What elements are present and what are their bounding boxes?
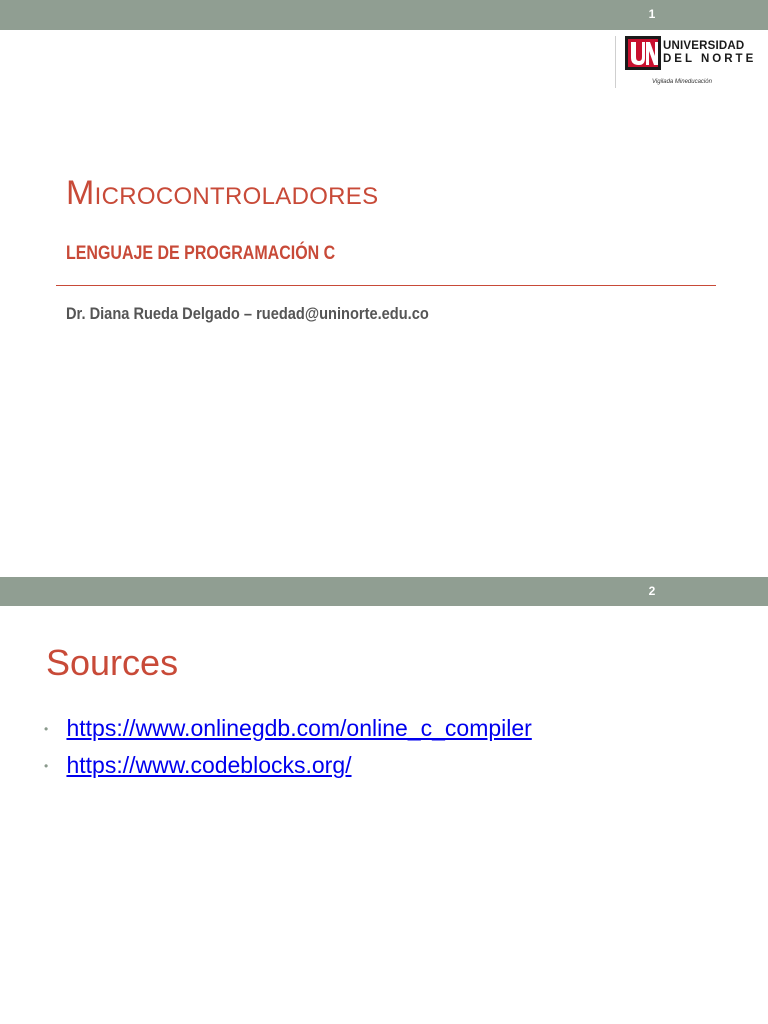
title-divider (56, 285, 716, 286)
list-item (44, 715, 532, 752)
slide-number: 1 (648, 7, 656, 21)
logo-text-del-norte: DEL NORTE (663, 53, 757, 65)
slide-number: 2 (648, 584, 656, 598)
bullet-icon: • (44, 758, 49, 773)
slide-title: Microcontroladores (66, 174, 379, 212)
logo-text-universidad: UNIVERSIDAD (663, 40, 745, 52)
slide-subtitle: LENGUAJE DE PROGRAMACIÓN C (66, 242, 336, 264)
list-item (44, 752, 532, 789)
slide-header-bar (0, 577, 768, 606)
source-link-codeblocks[interactable]: https://www.codeblocks.org/ (66, 752, 352, 778)
university-logo (615, 30, 768, 90)
sources-list (44, 715, 532, 789)
logo-divider (615, 36, 616, 88)
author-line: Dr. Diana Rueda Delgado – ruedad@uninorte.edu.co (66, 304, 429, 323)
logo-tagline: Vigilada Mineducación (652, 79, 712, 85)
slide-heading: Sources (46, 642, 179, 683)
slide-header-bar (0, 0, 768, 30)
slide-2 (0, 577, 768, 1024)
bullet-icon: • (44, 721, 49, 736)
source-link-onlinegdb[interactable]: https://www.onlinegdb.com/online_c_compiler (66, 715, 532, 741)
un-logo-icon (625, 36, 661, 70)
